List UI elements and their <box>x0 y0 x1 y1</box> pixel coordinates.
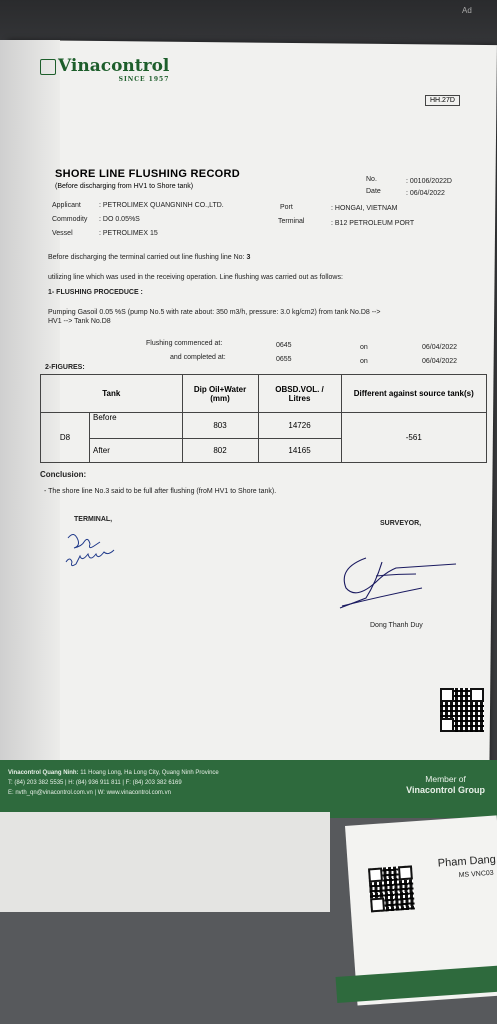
before-dip: 803 <box>182 413 258 439</box>
surveyor-signature <box>336 548 476 610</box>
before-label: Before <box>90 413 183 439</box>
flush-line-number: 3 <box>246 254 251 261</box>
intro-line-2: utilizing line which was used in the receiving operation. Line flushing was carried out as follows: <box>48 274 343 281</box>
footer-contact <box>8 768 219 798</box>
footer-phones: T: (84) 203 382 5535 | H: (84) 936 911 811 | F: (84) 203 382 6169 <box>8 780 182 786</box>
commodity-value: : DO 0.05%S <box>99 216 140 223</box>
no-value: : 00106/2022D <box>406 178 452 185</box>
header-tank <box>41 375 183 413</box>
table-row-before <box>41 413 487 439</box>
footer-member-line1: Member of <box>425 774 466 784</box>
applicant-label: Applicant <box>52 202 81 209</box>
procedure-line-1: Pumping Gasoil 0.05 %S (pump No.5 with rate about: 350 m3/h, pressure: 3.0 kg/cm2) from tank No.D8 --> <box>48 309 381 316</box>
commenced-on: on <box>360 344 368 351</box>
vessel-value: : PETROLIMEX 15 <box>99 230 158 237</box>
qr-code-icon <box>440 688 484 732</box>
date-value: : 06/04/2022 <box>406 190 445 197</box>
footer-member <box>406 774 485 796</box>
footer-web: E: nvth_qn@vinacontrol.com.vn | W: www.vinacontrol.com.vn <box>8 790 171 796</box>
after-label: After <box>90 439 183 463</box>
logo-name: Vinacontrol <box>58 56 170 76</box>
port-label: Port <box>280 204 293 211</box>
footer-member-line2: Vinacontrol Group <box>406 785 485 795</box>
header-dip-line1: Dip Oil+Water <box>193 384 247 394</box>
applicant-value: : PETROLIMEX QUANGNINH CO.,LTD. <box>99 202 224 209</box>
section-flushing-procedure: 1- FLUSHING PROCEDUCE : <box>48 289 143 296</box>
terminal-signature <box>62 528 142 572</box>
commenced-label: Flushing commenced at: <box>146 340 223 347</box>
terminal-signature-label: TERMINAL, <box>74 516 113 523</box>
header-vol <box>258 375 341 413</box>
header-dip <box>182 375 258 413</box>
logo-emblem-icon <box>40 59 56 75</box>
header-tank-text: Tank <box>102 389 121 398</box>
intro-text-1: Before discharging the terminal carried out line flushing line No: <box>48 254 247 261</box>
footer-address-text: 11 Hoang Long, Ha Long City, Quang Ninh Province <box>78 770 219 776</box>
completed-on: on <box>360 358 368 365</box>
vessel-label: Vessel <box>52 230 73 237</box>
conclusion-label: Conclusion: <box>40 470 87 479</box>
underlying-name: Pham Dang <box>437 853 497 870</box>
underlying-sheet-left <box>0 812 330 912</box>
document-subtitle: (Before discharging from HV1 to Shore tank) <box>55 183 194 190</box>
header-vol-line2: Litres <box>288 393 311 403</box>
footer-address <box>8 768 219 778</box>
underlying-qr-icon <box>368 865 415 912</box>
section-figures: 2-FIGURES: <box>45 364 85 371</box>
tank-cell: D8 <box>41 413 90 463</box>
diff-cell: -561 <box>341 413 486 463</box>
document-footer <box>0 760 497 820</box>
terminal-value: : B12 PETROLEUM PORT <box>331 220 415 227</box>
completed-date: 06/04/2022 <box>422 358 458 365</box>
terminal-label: Terminal <box>278 218 305 225</box>
before-vol: 14726 <box>258 413 341 439</box>
form-code: HH.27D <box>425 95 460 106</box>
figures-table <box>40 374 487 463</box>
commenced-time: 0645 <box>276 342 292 349</box>
completed-label: and completed at: <box>170 354 226 361</box>
underlying-code: MS VNC03 <box>458 869 494 880</box>
procedure-line-2: HV1 --> Tank No.D8 <box>48 318 111 325</box>
completed-time: 0655 <box>276 356 292 363</box>
surveyor-signature-label: SURVEYOR, <box>380 520 422 527</box>
underlying-card <box>345 815 497 1005</box>
corner-mark: Ad <box>462 6 472 15</box>
footer-office: Vinacontrol Quang Ninh: <box>8 770 79 776</box>
header-dip-line2: (mm) <box>210 393 230 403</box>
intro-line-1 <box>48 254 250 261</box>
date-label: Date <box>366 188 381 195</box>
after-dip: 802 <box>182 439 258 463</box>
header-diff <box>341 375 486 413</box>
commenced-date: 06/04/2022 <box>422 344 458 351</box>
commodity-label: Commodity <box>52 216 88 223</box>
document-title: SHORE LINE FLUSHING RECORD <box>55 168 241 180</box>
header-vol-line1: OBSD.VOL. / <box>275 384 324 394</box>
vinacontrol-logo <box>40 56 169 83</box>
conclusion-text: - The shore line No.3 said to be full after flushing (froM HV1 to Shore tank). <box>44 488 277 495</box>
surveyor-name: Dong Thanh Duy <box>370 622 423 629</box>
underlying-green-band <box>336 964 497 1003</box>
no-label: No. <box>366 176 377 183</box>
logo-since: SINCE 1957 <box>118 76 170 83</box>
port-value: : HONGAI, VIETNAM <box>331 205 398 212</box>
header-diff-text: Different against source tank(s) <box>353 389 474 398</box>
after-vol: 14165 <box>258 439 341 463</box>
